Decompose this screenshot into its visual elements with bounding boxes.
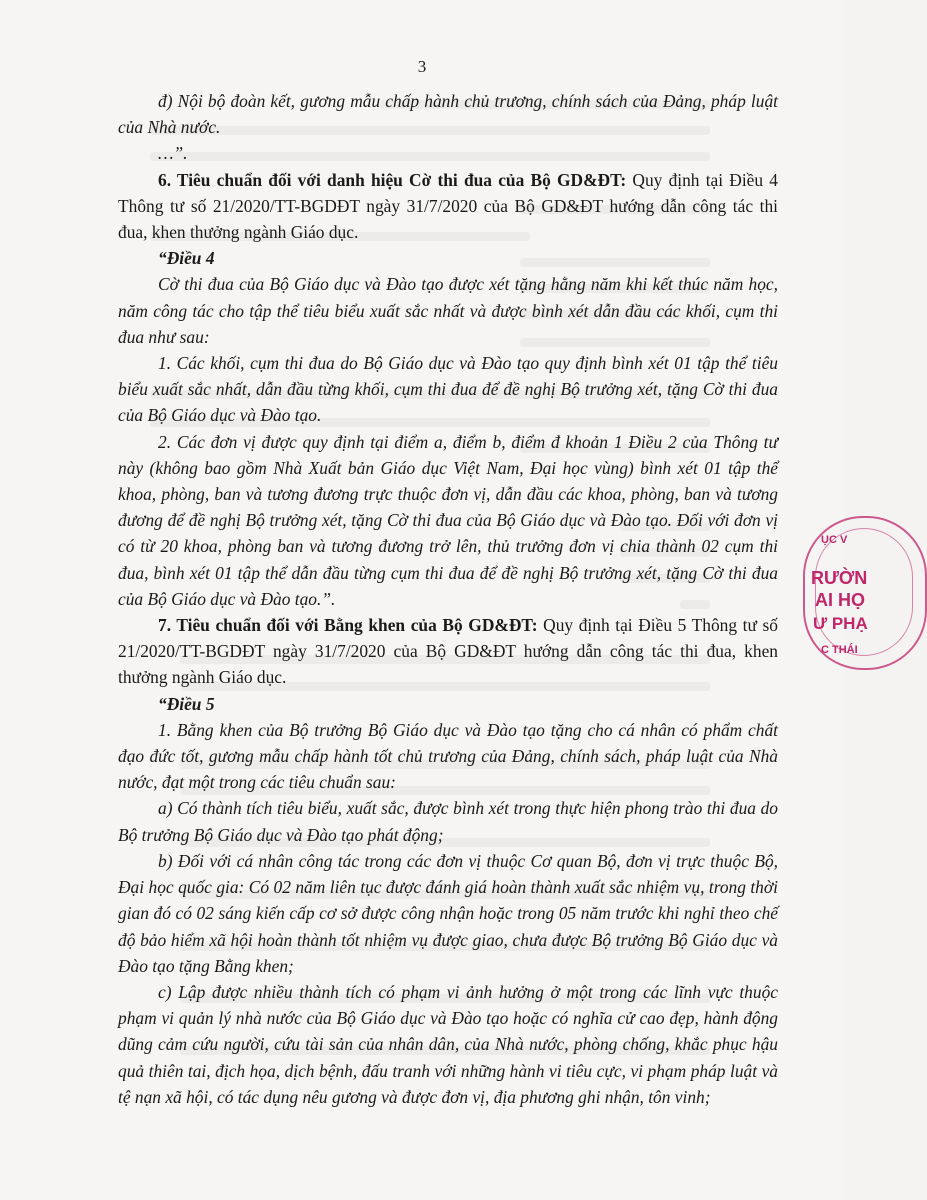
document-body [118,88,778,1110]
seal-text-top: ỤC V [821,534,848,546]
article-5-clause-1: 1. Bằng khen của Bộ trưởng Bộ Giáo dục và Đào tạo tặng cho cá nhân có phẩm chất đạo đức tốt, gương mẫu chấp hành tốt chủ trương của Đảng, chính sách, pháp luật của Nhà nước, đạt một trong các tiêu chuẩn sau: [118,719,778,793]
article-4-intro: Cờ thi đua của Bộ Giáo dục và Đào tạo được xét tặng hằng năm khi kết thúc năm học, năm công tác cho tập thể tiêu biểu xuất sắc nhất và được bình xét dẫn đầu các khối, cụm thi đua như sau: [118,274,778,347]
article-5-heading: “Điều 5 [158,693,215,714]
article-5-point-b: b) Đối với cá nhân công tác trong các đơn vị thuộc Cơ quan Bộ, đơn vị trực thuộc Bộ, Đại học quốc gia: Có 02 năm liên tục được đánh giá hoàn thành xuất sắc nhiệm vụ, trong thời gian đó có 02 sáng kiến cấp cơ sở được công nhận hoặc trong 05 năm trước khi nghỉ theo chế độ bảo hiểm xã hội hoàn thành tốt nhiệm vụ được giao, chưa được Bộ trưởng Bộ Giáo dục và Đào tạo tặng Bằng khen; [118,850,778,976]
section-7-text: Quy định tại Điều 5 Thông tư số 21/2020/TT-BGDĐT ngày 31/7/2020 của Bộ GD&ĐT hướng dẫn công tác thi đua, khen thưởng ngành Giáo dục. [118,615,778,688]
section-6-title: 6. Tiêu chuẩn đối với danh hiệu Cờ thi đua của Bộ GD&ĐT: [158,169,627,190]
section-7 [118,612,778,691]
page-number: 3 [417,57,427,76]
quote-end: …”. [158,143,188,164]
article-4-heading: “Điều 4 [158,248,215,269]
clause-d-text: đ) Nội bộ đoàn kết, gương mẫu chấp hành chủ trương, chính sách của Đảng, pháp luật của Nhà nước. [118,91,778,138]
seal-text-line-1: RƯỜN [811,568,868,588]
seal-text-line-3: Ư PHẠ [813,614,868,633]
section-6 [118,167,778,246]
article-4-clause-2: 2. Các đơn vị được quy định tại điểm a, điểm b, điểm đ khoản 1 Điều 2 của Thông tư này (không bao gồm Nhà Xuất bản Giáo dục Việt Nam, Đại học vùng) bình xét 01 tập thể khoa, phòng, ban và tương đương trực thuộc đơn vị, dẫn đầu các khoa, phòng, ban và tương đương để đề nghị Bộ trưởng xét, tặng Cờ thi đua của Bộ Giáo dục và Đào tạo. Đối với đơn vị có từ 20 khoa, phòng ban và tương đương trở lên, thủ trưởng đơn vị chia thành 02 cụm thi đua, bình xét 01 tập thể dẫn đầu từng cụm thi đua để đề nghị Bộ trưởng xét, tặng Cờ thi đua của Bộ Giáo dục và Đào tạo.”. [118,431,778,609]
article-5-point-c: c) Lập được nhiều thành tích có phạm vi ảnh hưởng ở một trong các lĩnh vực thuộc phạm vi quản lý nhà nước của Bộ Giáo dục và Đào tạo hoặc có nghĩa cử cao đẹp, hành động dũng cảm cứu người, cứu tài sản của nhân dân, của Nhà nước, phòng chống, khắc phục hậu quả thiên tai, địch họa, dịch bệnh, đấu tranh với những hành vi tiêu cực, vi phạm pháp luật và tệ nạn xã hội, có tác dụng nêu gương và được đơn vị, địa phương ghi nhận, tôn vinh; [118,981,778,1107]
section-7-title: 7. Tiêu chuẩn đối với Bằng khen của Bộ GD&ĐT: [158,615,538,636]
section-6-text: Quy định tại Điều 4 Thông tư số 21/2020/TT-BGDĐT ngày 31/7/2020 của Bộ GD&ĐT hướng dẫn công tác thi đua, khen thưởng ngành Giáo dục. [118,169,778,243]
article-5-point-a: a) Có thành tích tiêu biểu, xuất sắc, được bình xét trong thực hiện phong trào thi đua do Bộ trưởng Bộ Giáo dục và Đào tạo phát động; [118,798,778,845]
official-seal [803,516,893,666]
seal-text-bottom: C THÁI [821,644,858,656]
seal-text-line-2: AI HỌ [815,590,866,610]
article-4-clause-1: 1. Các khối, cụm thi đua do Bộ Giáo dục và Đào tạo quy định bình xét 01 tập thể tiêu biểu xuất sắc nhất, dẫn đầu từng khối, cụm thi đua để đề nghị Bộ trưởng xét, tặng Cờ thi đua của Bộ Giáo dục và Đào tạo. [118,353,778,426]
